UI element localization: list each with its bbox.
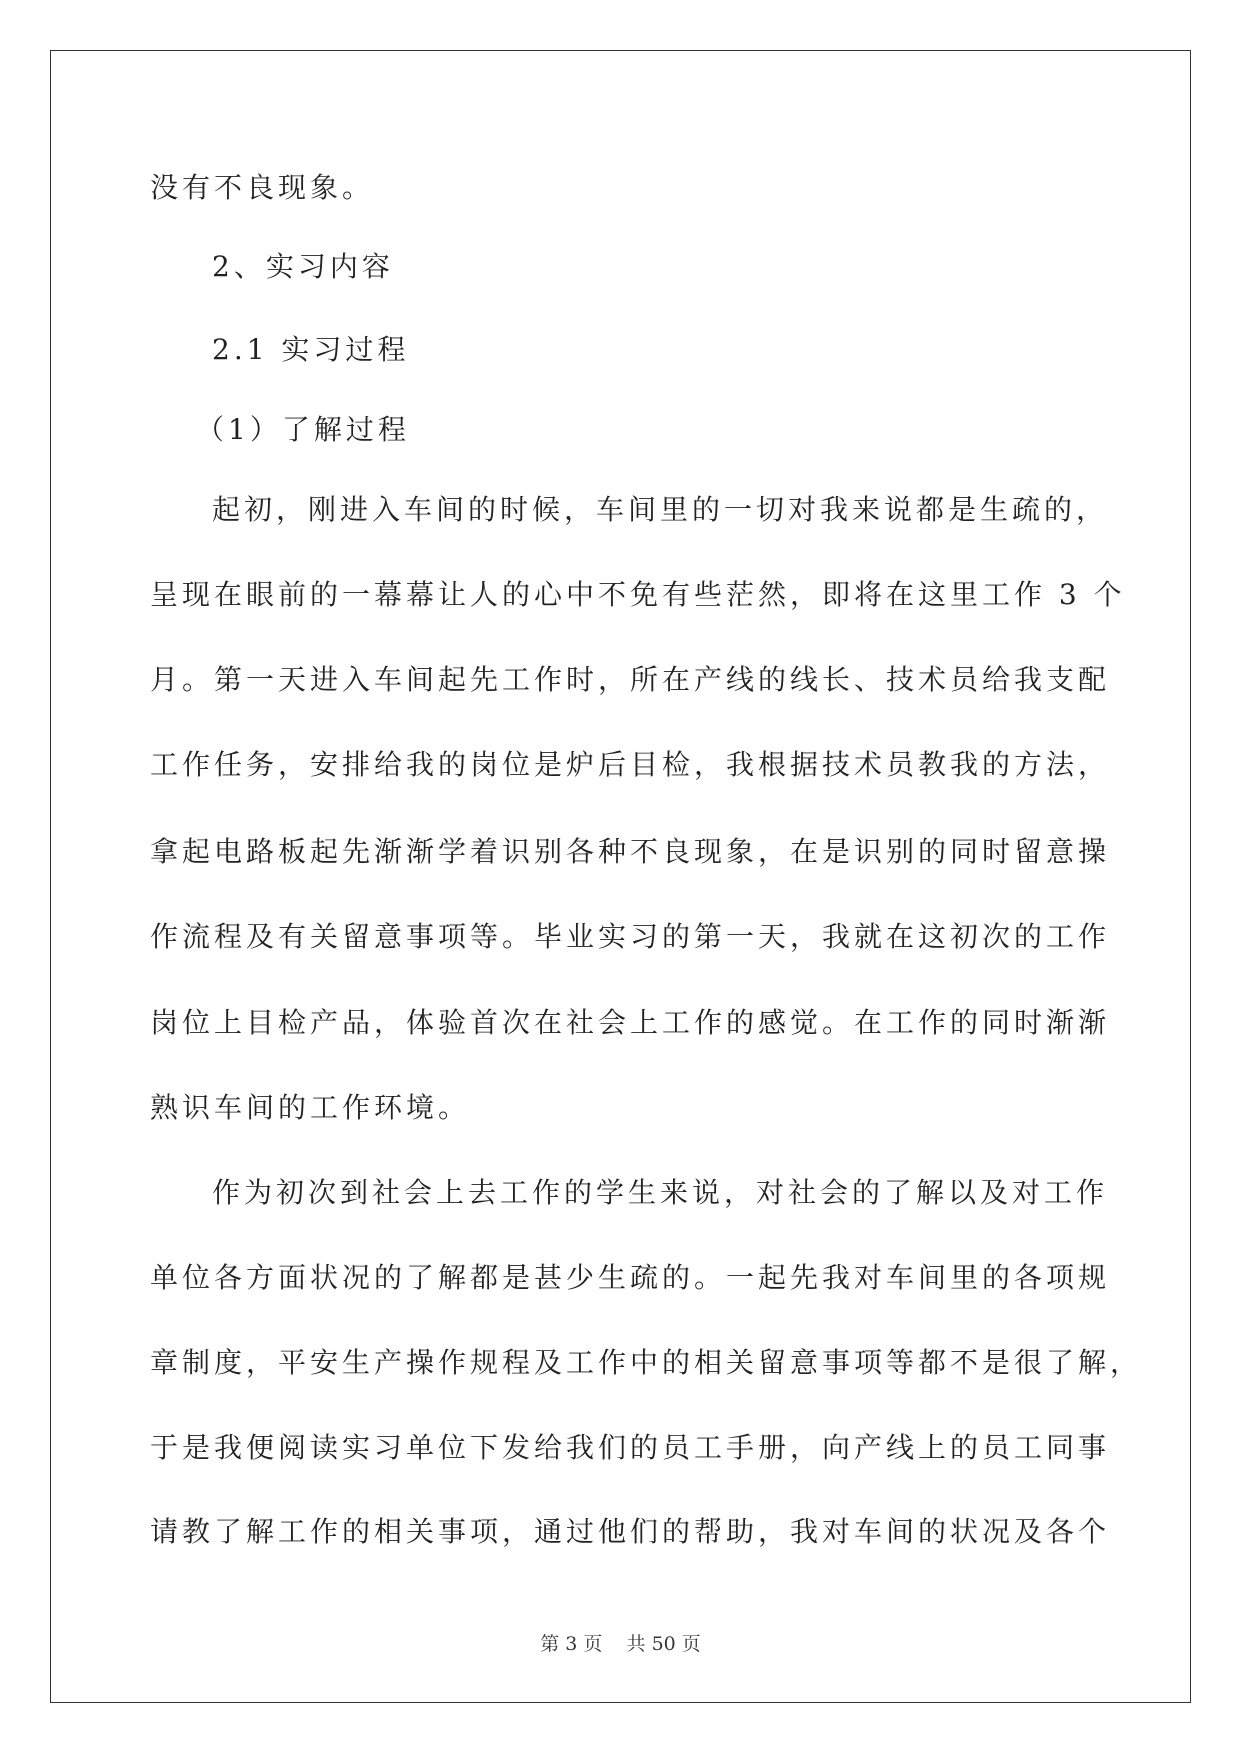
body-line-11: 岗位上目检产品，体验首次在社会上工作的感觉。在工作的同时渐渐: [150, 1006, 1111, 1039]
body-line-7: 月。第一天进入车间起先工作时，所在产线的线长、技术员给我支配: [150, 663, 1111, 696]
item-heading: （1）了解过程: [196, 413, 410, 446]
page-footer: [0, 1632, 1241, 1656]
body-line-12: 熟识车间的工作环境。: [150, 1091, 471, 1124]
body-line-8: 工作任务，安排给我的岗位是炉后目检，我根据技术员教我的方法，: [150, 748, 1111, 781]
body-line-17: 请教了解工作的相关事项，通过他们的帮助，我对车间的状况及各个: [150, 1515, 1111, 1548]
section-heading: 2、实习内容: [212, 250, 394, 283]
body-line-16: 于是我便阅读实习单位下发给我们的员工手册，向产线上的员工同事: [150, 1431, 1111, 1464]
page-number: 第 3 页: [540, 1633, 603, 1655]
body-line-9: 拿起电路板起先渐渐学着识别各种不良现象，在是识别的同时留意操: [150, 835, 1111, 868]
body-line-15: 章制度，平安生产操作规程及工作中的相关留意事项等都不是很了解，: [150, 1346, 1143, 1379]
body-line-14: 单位各方面状况的了解都是甚少生疏的。一起先我对车间里的各项规: [150, 1261, 1111, 1294]
body-line-6: 呈现在眼前的一幕幕让人的心中不免有些茫然，即将在这里工作 3 个: [150, 578, 1126, 611]
body-line-13: 作为初次到社会上去工作的学生来说，对社会的了解以及对工作: [212, 1176, 1109, 1209]
subsection-heading: 2.1 实习过程: [212, 333, 410, 366]
page-total: 共 50 页: [626, 1633, 701, 1655]
body-line-5: 起初，刚进入车间的时候，车间里的一切对我来说都是生疏的，: [212, 493, 1109, 526]
body-line-10: 作流程及有关留意事项等。毕业实习的第一天，我就在这初次的工作: [150, 920, 1111, 953]
body-line-1: 没有不良现象。: [150, 171, 375, 204]
